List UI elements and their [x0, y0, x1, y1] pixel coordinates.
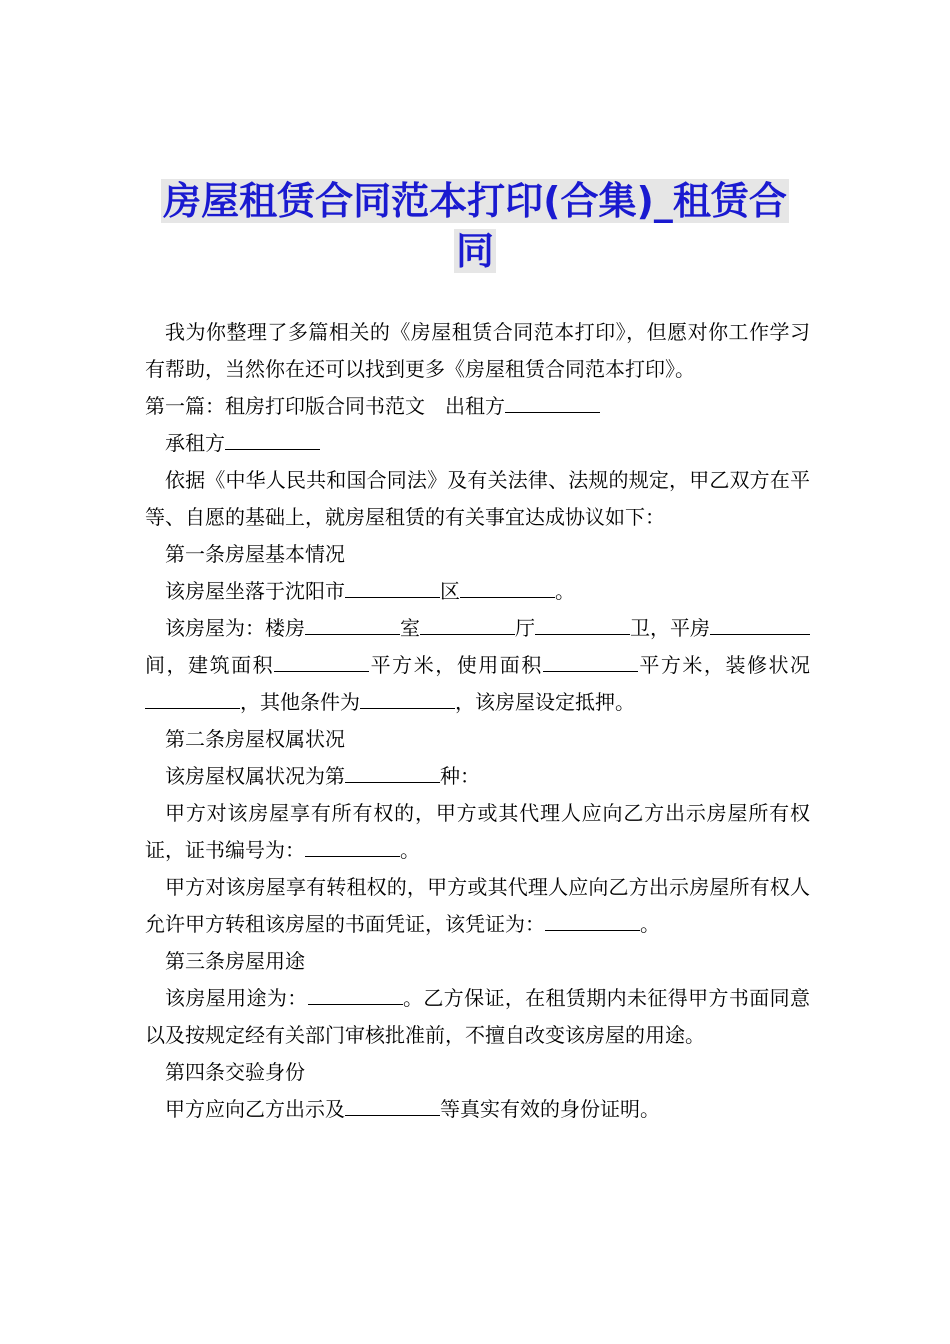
decoration-blank	[145, 690, 240, 709]
usage-blank	[308, 986, 403, 1005]
article3-title: 第三条房屋用途	[165, 949, 305, 973]
tenant-blank	[225, 431, 320, 450]
document-body	[145, 314, 810, 1128]
usage-paragraph: 该房屋用途为： 。乙方保证，在租赁期内未征得甲方书面同意以及按规定经有关部门审核批准前，不擅自改变该房屋的用途。	[145, 986, 811, 1047]
article1-title: 第一条房屋基本情况	[165, 542, 345, 566]
sublease-proof-blank	[545, 912, 640, 931]
article4-title: 第四条交验身份	[165, 1060, 305, 1084]
document-title	[0, 176, 950, 276]
basis-paragraph: 依据《中华人民共和国合同法》及有关法律、法规的规定，甲乙双方在平等、自愿的基础上，就房屋租赁的有关事宜达成协议如下：	[145, 468, 810, 529]
building-blank	[305, 616, 400, 635]
ownership-kind-line: 该房屋权属状况为第 种：	[165, 764, 480, 788]
room-blank	[420, 616, 515, 635]
gross-area-blank	[274, 653, 369, 672]
article2-title: 第二条房屋权属状况	[165, 727, 345, 751]
house-type-paragraph: 该房屋为：楼房 室 厅 卫，平房间，建筑面积 平方米，使用面积 平方米，装修状况，其他条件为 ，该房屋设定抵押。	[145, 616, 811, 714]
title-line-2: 同	[455, 229, 494, 273]
location-line: 该房屋坐落于沈阳市 区 。	[165, 579, 575, 603]
bungalow-blank	[710, 616, 810, 635]
landlord-blank	[505, 394, 600, 413]
kind-blank	[345, 764, 440, 783]
identity-blank	[345, 1097, 440, 1116]
certificate-number-blank	[305, 838, 400, 857]
identity-line: 甲方应向乙方出示及 等真实有效的身份证明。	[165, 1097, 660, 1121]
ownership-paragraph: 甲方对该房屋享有所有权的，甲方或其代理人应向乙方出示房屋所有权证，证书编号为： 。	[145, 801, 810, 862]
sublease-paragraph: 甲方对该房屋享有转租权的，甲方或其代理人应向乙方出示房屋所有权人允许甲方转租该房屋的书面凭证，该凭证为： 。	[145, 875, 810, 936]
city-blank	[345, 579, 440, 598]
hall-blank	[535, 616, 630, 635]
intro-paragraph: 我为你整理了多篇相关的《房屋租赁合同范本打印》，但愿对你工作学习有帮助，当然你在还可以找到更多《房屋租赁合同范本打印》。	[145, 320, 810, 381]
district-blank	[460, 579, 555, 598]
usable-area-blank	[543, 653, 638, 672]
tenant-line: 承租方	[145, 425, 810, 462]
section1-heading: 第一篇：租房打印版合同书范文 出租方	[145, 388, 810, 425]
title-line-1: 房屋租赁合同范本打印(合集)_租赁合	[163, 179, 787, 223]
other-conditions-blank	[360, 690, 455, 709]
